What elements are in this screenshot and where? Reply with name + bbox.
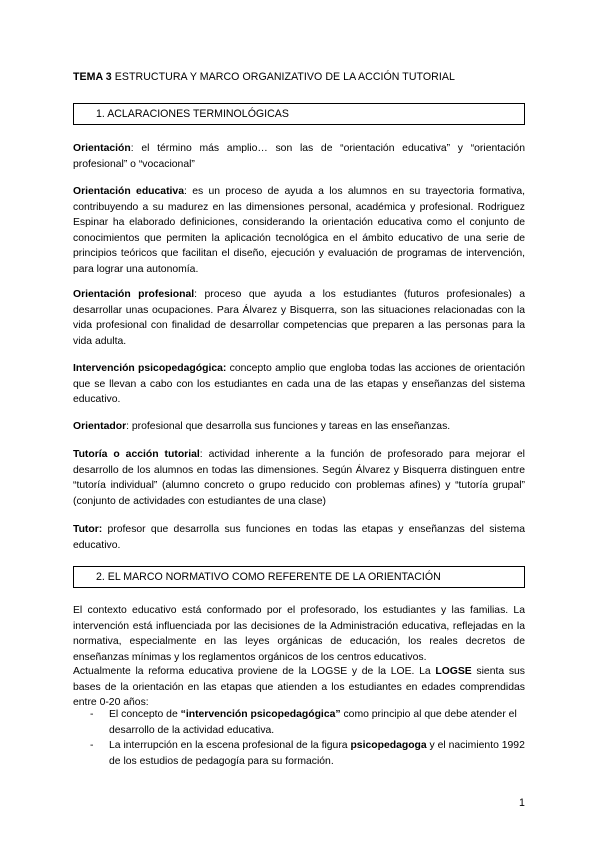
paragraph-orientacion-profesional [73, 287, 525, 349]
definition: : el término más amplio… son las de “orientación educativa” y “orientación profesional” o “vocacional” [73, 143, 525, 170]
list-text-a: La interrupción en la escena profesional de la figura [109, 740, 351, 752]
definition: : actividad inherente a la función de profesorado para mejorar el desarrollo de los alumnos en todas las dimensiones. Según Álvarez y Bisquerra distinguen entre “tutoría individual” (alumno concreto o grupo reducido con problemas afines) y “tutoría grupal” (conjunto de actividades con estudiantes de una clase) [73, 449, 525, 507]
definition: profesor que desarrolla sus funciones en todas las etapas y enseñanzas del sistema educativo. [73, 524, 525, 551]
paragraph-contexto: El contexto educativo está conformado por el profesorado, los estudiantes y las familias. La intervención está influenciada por las decisiones de la Administración educativa, reflejadas en la normativa, especialmente en las leyes orgánicas de educación, los reales decretos de enseñanzas mínimas y los reglamentos orgánicos de los centros educativos. [73, 605, 525, 663]
bullet-list [90, 707, 525, 769]
list-text-bold: “intervención psicopedagógica” [180, 709, 341, 720]
definition: concepto amplio que engloba todas las acciones de orientación que se llevan a cabo con los estudiantes en cada una de las etapas y enseñanzas del sistema educativo. [73, 363, 525, 406]
list-text-a: El concepto de [109, 709, 181, 720]
title-text: ESTRUCTURA Y MARCO ORGANIZATIVO DE LA ACCIÓN TUTORIAL [111, 71, 455, 83]
paragraph-tutor [73, 522, 525, 553]
definition: : proceso que ayuda a los estudiantes (futuros profesionales) a desarrollar unas ocupaciones. Para Álvarez y Bisquerra, son las situaciones relacionadas con la vida profesional con finalidad de desarrollar competencias que preparen a las personas para la vida adulta. [73, 289, 525, 347]
list-item [90, 738, 525, 769]
term: Orientador [73, 421, 127, 432]
list-item [90, 707, 525, 738]
paragraph-orientador [73, 419, 525, 435]
term: Tutoría o acción tutorial [73, 449, 200, 460]
term: Orientación educativa [73, 186, 184, 197]
definition: : profesional que desarrolla sus funciones y tareas en las enseñanzas. [126, 421, 451, 432]
reform-logse: LOGSE [435, 666, 472, 677]
term: Intervención psicopedagógica: [73, 363, 227, 374]
list-dash: - [90, 709, 94, 720]
list-text-c: y el nacimiento 1992 de los estudios de pedagogía para su formación. [109, 740, 525, 767]
title-topic-number: TEMA 3 [73, 71, 112, 83]
paragraph-orientacion-educativa [73, 184, 525, 278]
list-text-bold: psicopedagoga [350, 740, 427, 752]
term: Orientación profesional [73, 289, 195, 300]
term: Orientación [73, 143, 131, 154]
definition: : es un proceso de ayuda a los alumnos en su trayectoria formativa, contribuyendo a su madurez en las dimensiones personal, académica y profesional. Rodriguez Espinar ha elaborado definiciones, considerando la orientación educativa como el conjunto de conocimientos que permiten la aplicación tecnológica en el ámbito educativo de una serie de principios teóricos que facilitan el diseño, ejecución y evaluación de programas de intervención, para lograr una autonomía. [73, 186, 526, 275]
paragraph-intervencion-psicopedagogica [73, 361, 525, 408]
reform-text-a: Actualmente la reforma educativa proviene de la LOGSE y de la LOE. La [73, 666, 436, 677]
list-text-c: como principio al que debe atender el desarrollo de la actividad educativa. [109, 709, 517, 736]
paragraph-reforma [73, 664, 525, 711]
reform-text-c: sienta sus bases de la orientación en las etapas que atienden a los estudiantes en edades comprendidas entre 0-20 años: [73, 666, 525, 709]
section-heading-2: 2. EL MARCO NORMATIVO COMO REFERENTE DE LA ORIENTACIÓN [73, 566, 525, 588]
term: Tutor: [73, 524, 103, 535]
section-heading-1: 1. ACLARACIONES TERMINOLÓGICAS [73, 103, 525, 125]
document-title [73, 71, 455, 83]
list-dash: - [90, 740, 94, 752]
page-number: 1 [519, 797, 525, 809]
paragraph-tutoria [73, 447, 525, 509]
paragraph-orientacion [73, 141, 525, 172]
